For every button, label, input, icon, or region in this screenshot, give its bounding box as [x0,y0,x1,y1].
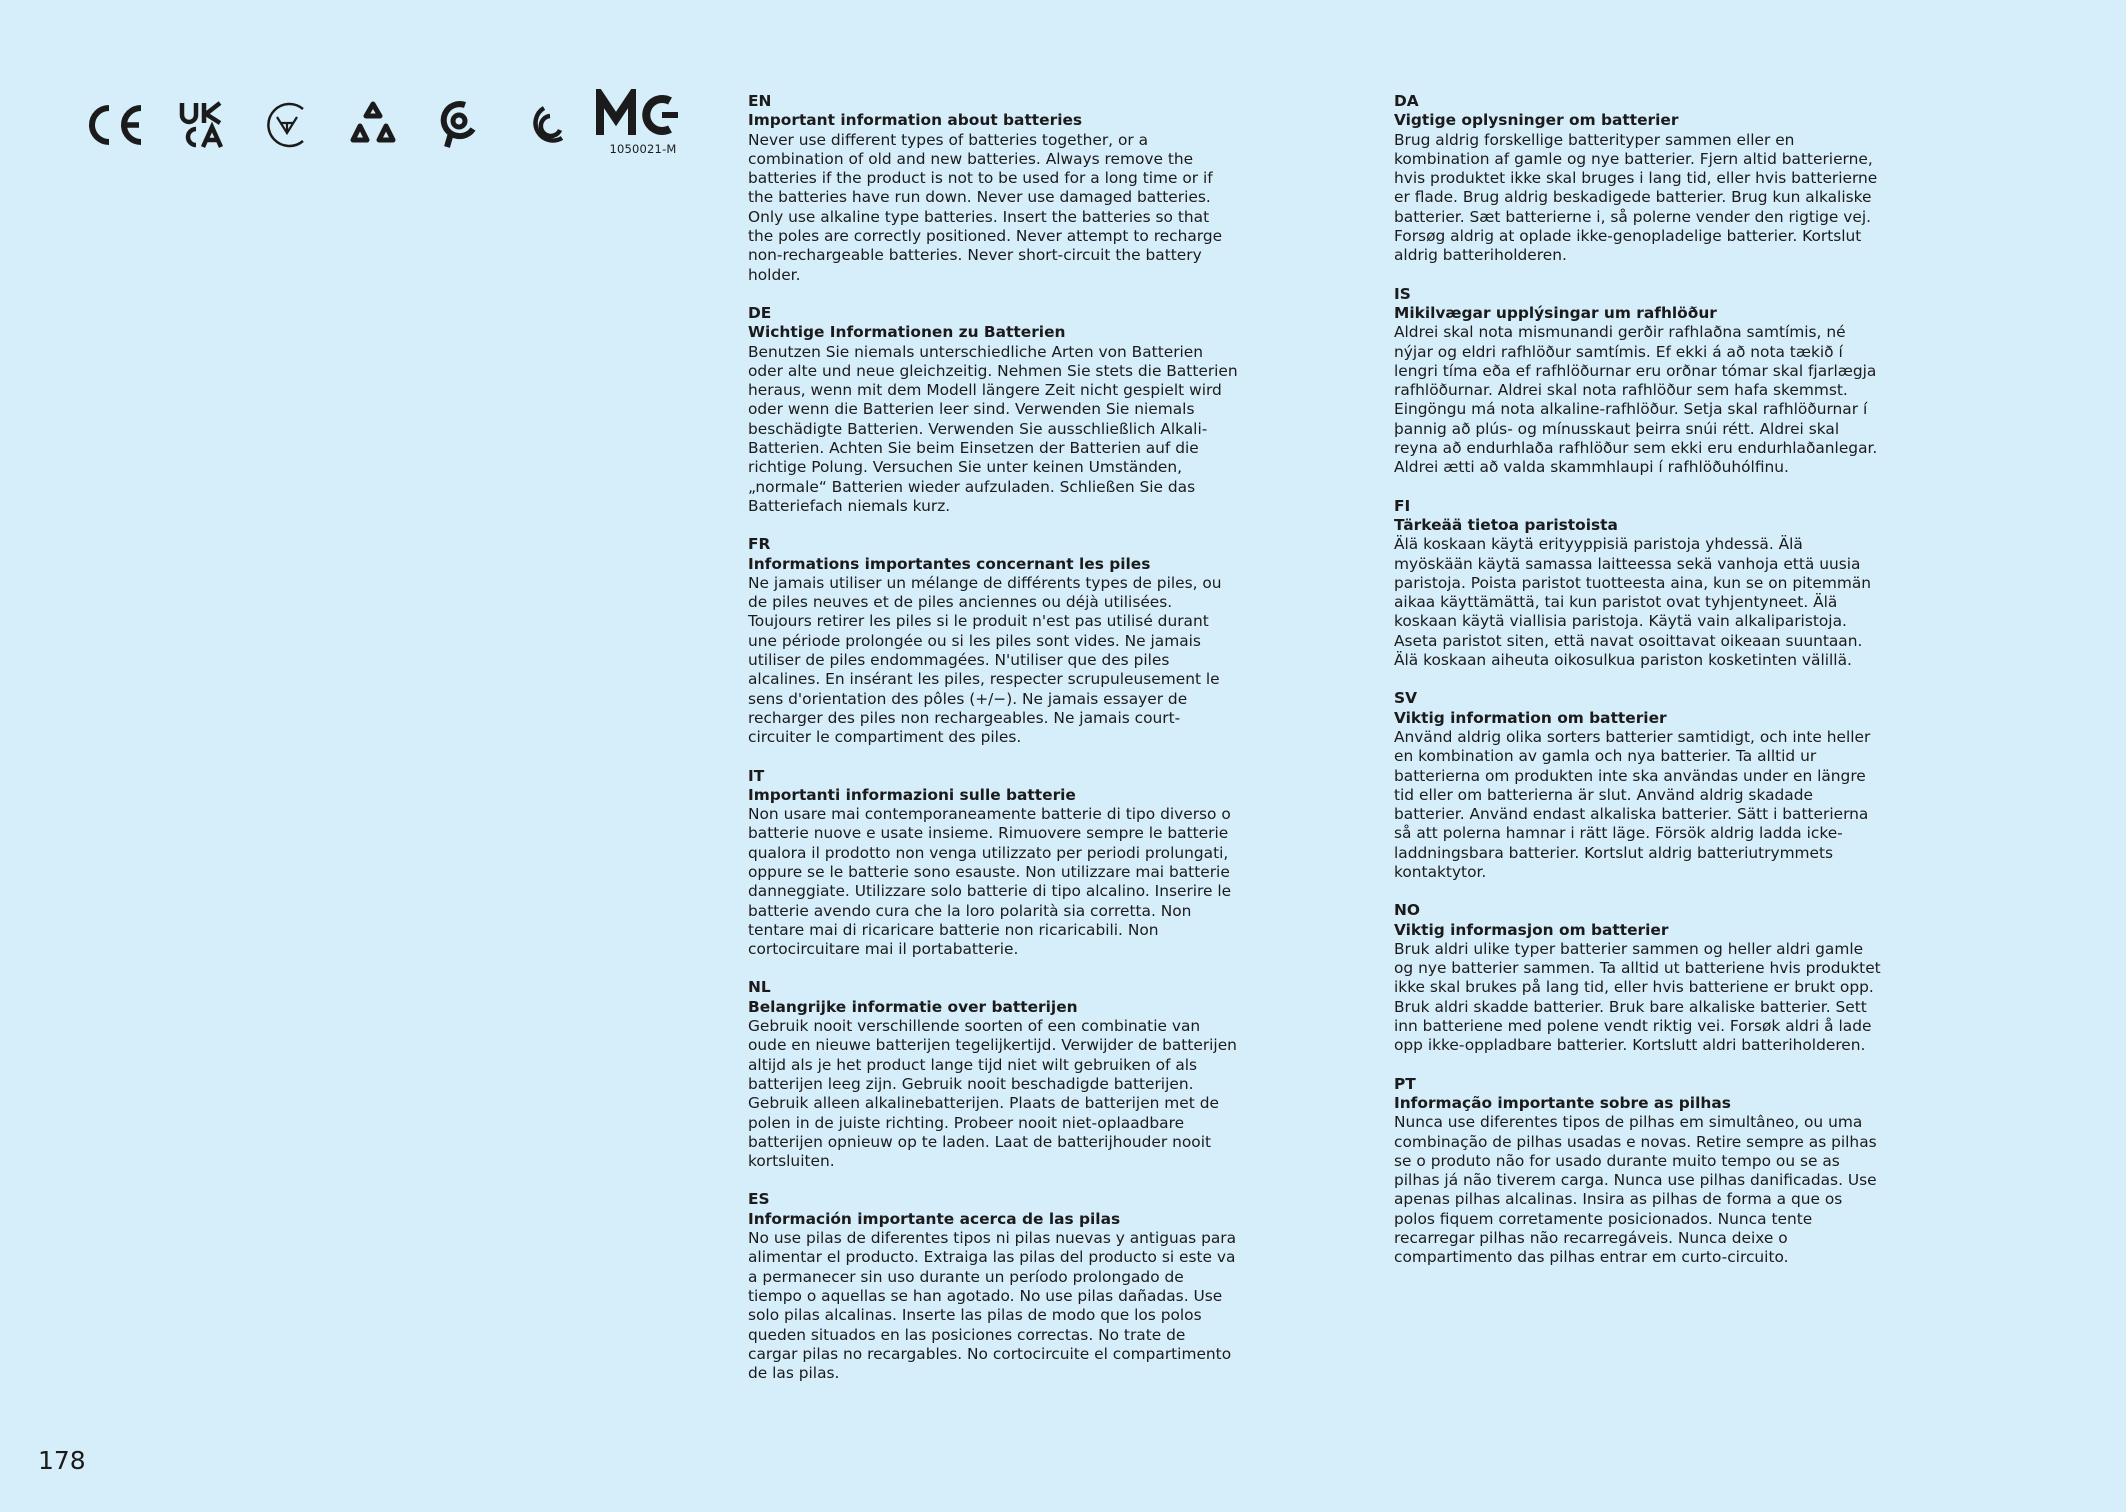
triangles-mark-icon [334,92,412,158]
section-da [1394,92,1884,266]
section-en [748,92,1238,285]
eac-circle-mark-icon [248,92,326,158]
section-nl [748,978,1238,1171]
language-code: IS [1394,284,1411,303]
language-code: DE [748,303,772,322]
section-title: Vigtige oplysninger om batterier [1394,111,1679,130]
section-title: Informations importantes concernant les piles [748,554,1151,573]
ukca-mark-icon [162,92,240,158]
section-title: Tärkeää tietoa paristoista [1394,515,1618,534]
section-title: Belangrijke informatie over batterijen [748,997,1078,1016]
language-code: NL [748,978,771,997]
section-sv [1394,689,1884,882]
mc-code: 1050021-M [609,142,677,156]
section-fi [1394,497,1884,671]
section-is [1394,285,1884,478]
section-no [1394,901,1884,1055]
section-title: Viktig informasjon om batterier [1394,920,1669,939]
section-body: Gebruik nooit verschillende soorten of een combinatie van oude en nieuwe batterijen tegelijkertijd. Verwijder de batterijen altijd als je het product lange tijd niet wilt gebruiken of als batterijen leeg zijn. Gebruik nooit beschadigde batterijen. Gebruik alleen alkalinebatterijen. Plaats de batterijen met de polen in de juiste richting. Probeer nooit niet-oplaadbare batterijen opnieuw op te laden. Laat de batterijhouder nooit kortsluiten. [748,1017,1237,1171]
section-it [748,767,1238,960]
section-body: Nunca use diferentes tipos de pilhas em simultâneo, ou uma combinação de pilhas usadas e novas. Retire sempre as pilhas se o produto não for usado durante muito tempo ou se as pilhas já não tiverem carga. Nunca use pilhas danificadas. Use apenas pilhas alcalinas. Insira as pilhas de forma a que os polos fiquem corretamente posicionados. Nunca tente recarregar pilhas não recarregáveis. Nunca deixe o compartimento das pilhas entrar em curto-circuito. [1394,1113,1877,1267]
section-pt [1394,1075,1884,1268]
certification-marks [76,90,688,160]
section-title: Mikilvægar upplýsingar um rafhlöður [1394,303,1717,322]
section-body: Bruk aldri ulike typer batterier sammen og heller aldri gamle og nye batterier sammen. Ta alltid ut batteriene hvis produktet ikke skal brukes på lang tid, eller hvis batteriene er brukt opp. Bruk aldri skadde batterier. Bruk bare alkaliske batterier. Sett inn batteriene med polene vendt riktig vei. Forsøk aldri å lade opp ikke-oppladbare batterier. Kortslutt aldri batteriholderen. [1394,939,1881,1055]
section-title: Informação importante sobre as pilhas [1394,1093,1731,1112]
section-title: Importanti informazioni sulle batterie [748,785,1076,804]
section-title: Viktig information om batterier [1394,708,1667,727]
section-title: Información importante acerca de las pilas [748,1209,1121,1228]
page-number: 178 [38,1446,86,1475]
text-column-left [748,92,1238,1402]
language-code: NO [1394,901,1420,920]
section-body: Brug aldrig forskellige batterityper sammen eller en kombination af gamle og nye batterier. Fjern altid batterierne, hvis produktet ikke skal bruges i lang tid, eller hvis batterierne er flade. Brug aldrig beskadigede batterier. Brug kun alkaliske batterier. Sæt batterierne i, så polerne vender den rigtige vej. Forsøg aldrig at oplade ikke-genopladelige batterier. Kortslut aldrig batteriholderen. [1394,130,1878,265]
language-code: IT [748,766,765,785]
section-body: Non usare mai contemporaneamente batterie di tipo diverso o batterie nuove e usate insieme. Rimuovere sempre le batterie qualora il prodotto non venga utilizzato per periodi prolungati, oppure se le batterie sono esauste. Non utilizzare mai batterie danneggiate. Utilizzare solo batterie di tipo alcalino. Inserire le batterie avendo cura che la loro polarità sia corretta. Non tentare mai di ricaricare batterie non ricaricabili. Non cortocircuitare mai il portabatterie. [748,805,1232,959]
section-body: Älä koskaan käytä erityyppisiä paristoja yhdessä. Älä myöskään käytä samassa laitteessa sekä vanhoja että uusia paristoja. Poista paristot tuotteesta aina, kun se on pitemmän aikaa käyttämättä, tai kun paristot ovat tyhjentyneet. Älä koskaan käytä viallisia paristoja. Käytä vain alkaliparistoja. Aseta paristot siten, että navat osoittavat oikeaan suuntaan. Älä koskaan aiheuta oikosulkua pariston kosketinten välillä. [1394,535,1872,670]
mc-mark [596,89,688,161]
mc-mark-icon [596,89,682,139]
section-fr [748,535,1238,747]
section-body: Ne jamais utiliser un mélange de différents types de piles, ou de piles neuves et de piles anciennes ou déjà utilisées. Toujours retirer les piles si le produit n'est pas utilisé durant une période prolongée ou si les piles sont vides. Ne jamais utiliser de piles endommagées. N'utiliser que des piles alcalines. En insérant les piles, respecter scrupuleusement le sens d'orientation des pôles (+/−). Ne jamais essayer de recharger des piles non rechargeables. Ne jamais court-circuiter le compartiment des piles. [748,573,1222,747]
language-code: FI [1394,496,1411,515]
section-title: Wichtige Informationen zu Batterien [748,323,1066,342]
section-body: Benutzen Sie niemals unterschiedliche Arten von Batterien oder alte und neue gleichzeitig. Nehmen Sie stets die Batterien heraus, wenn mit dem Modell längere Zeit nicht gespielt wird oder wenn die Batterien leer sind. Verwenden Sie niemals beschädigte Batterien. Verwenden Sie ausschließlich Alkali-Batterien. Achten Sie beim Einsetzen der Batterien auf die richtige Polung. Versuchen Sie unter keinen Umständen, „normale“ Batterien wieder aufzuladen. Schließen Sie das Batteriefach niemals kurz. [748,342,1238,515]
swirl-mark-icon [420,92,498,158]
language-code: DA [1394,92,1419,110]
ce-mark-icon [76,92,154,158]
text-column-right [1394,92,1884,1287]
language-code: ES [748,1190,770,1209]
section-body: Använd aldrig olika sorters batterier samtidigt, och inte heller en kombination av gamla och nya batterier. Ta alltid ur batterierna om produkten inte ska användas under en längre tid eller om batterierna är slut. Använd aldrig skadade batterier. Använd endast alkaliska batterier. Sätt i batterierna så att polerna hamnar i rätt läge. Försök aldrig ladda icke-laddningsbara batterier. Kortslut aldrig batteriutrymmets kontaktytor. [1394,727,1871,881]
language-code: EN [748,92,772,110]
section-body: No use pilas de diferentes tipos ni pilas nuevas y antiguas para alimentar el producto. Extraiga las pilas del producto si este va a permanecer sin uso durante un período prolongado de tiempo o aquellas se han agotado. No use pilas dañadas. Use solo pilas alcalinas. Inserte las pilas de modo que los polos queden situados en las posiciones correctas. No trate de cargar pilas no recargables. No cortocircuite el compartimento de las pilas. [748,1229,1237,1383]
section-body: Never use different types of batteries together, or a combination of old and new batteries. Always remove the batteries if the product is not to be used for a long time or if the batteries have run down. Never use damaged batteries. Only use alkaline type batteries. Insert the batteries so that the poles are correctly positioned. Never attempt to recharge non-rechargeable batteries. Never short-circuit the battery holder. [748,130,1223,284]
section-title: Important information about batteries [748,111,1083,130]
section-es [748,1190,1238,1383]
section-body: Aldrei skal nota mismunandi gerðir rafhlaðna samtímis, né nýjar og eldri rafhlöður samtímis. Ef ekki á að nota tækið í lengri tíma eða ef rafhlöðurnar eru orðnar tómar skal fjarlægja rafhlöðurnar. Aldrei skal nota rafhlöður sem hafa skemmst. Eingöngu má nota alkaline-rafhlöður. Setja skal rafhlöðurnar í þannig að plús- og mínusskaut þeirra snúi rétt. Aldrei skal reyna að endurhlaða rafhlöður sem ekki eru endurhlaðanlegar. Aldrei ætti að valda skammhlaupi í rafhlöðuhólfinu. [1394,323,1878,477]
language-code: SV [1394,689,1417,708]
language-code: FR [748,535,771,554]
language-code: PT [1394,1074,1416,1093]
section-de [748,304,1238,516]
moon-mark-icon [506,92,584,158]
